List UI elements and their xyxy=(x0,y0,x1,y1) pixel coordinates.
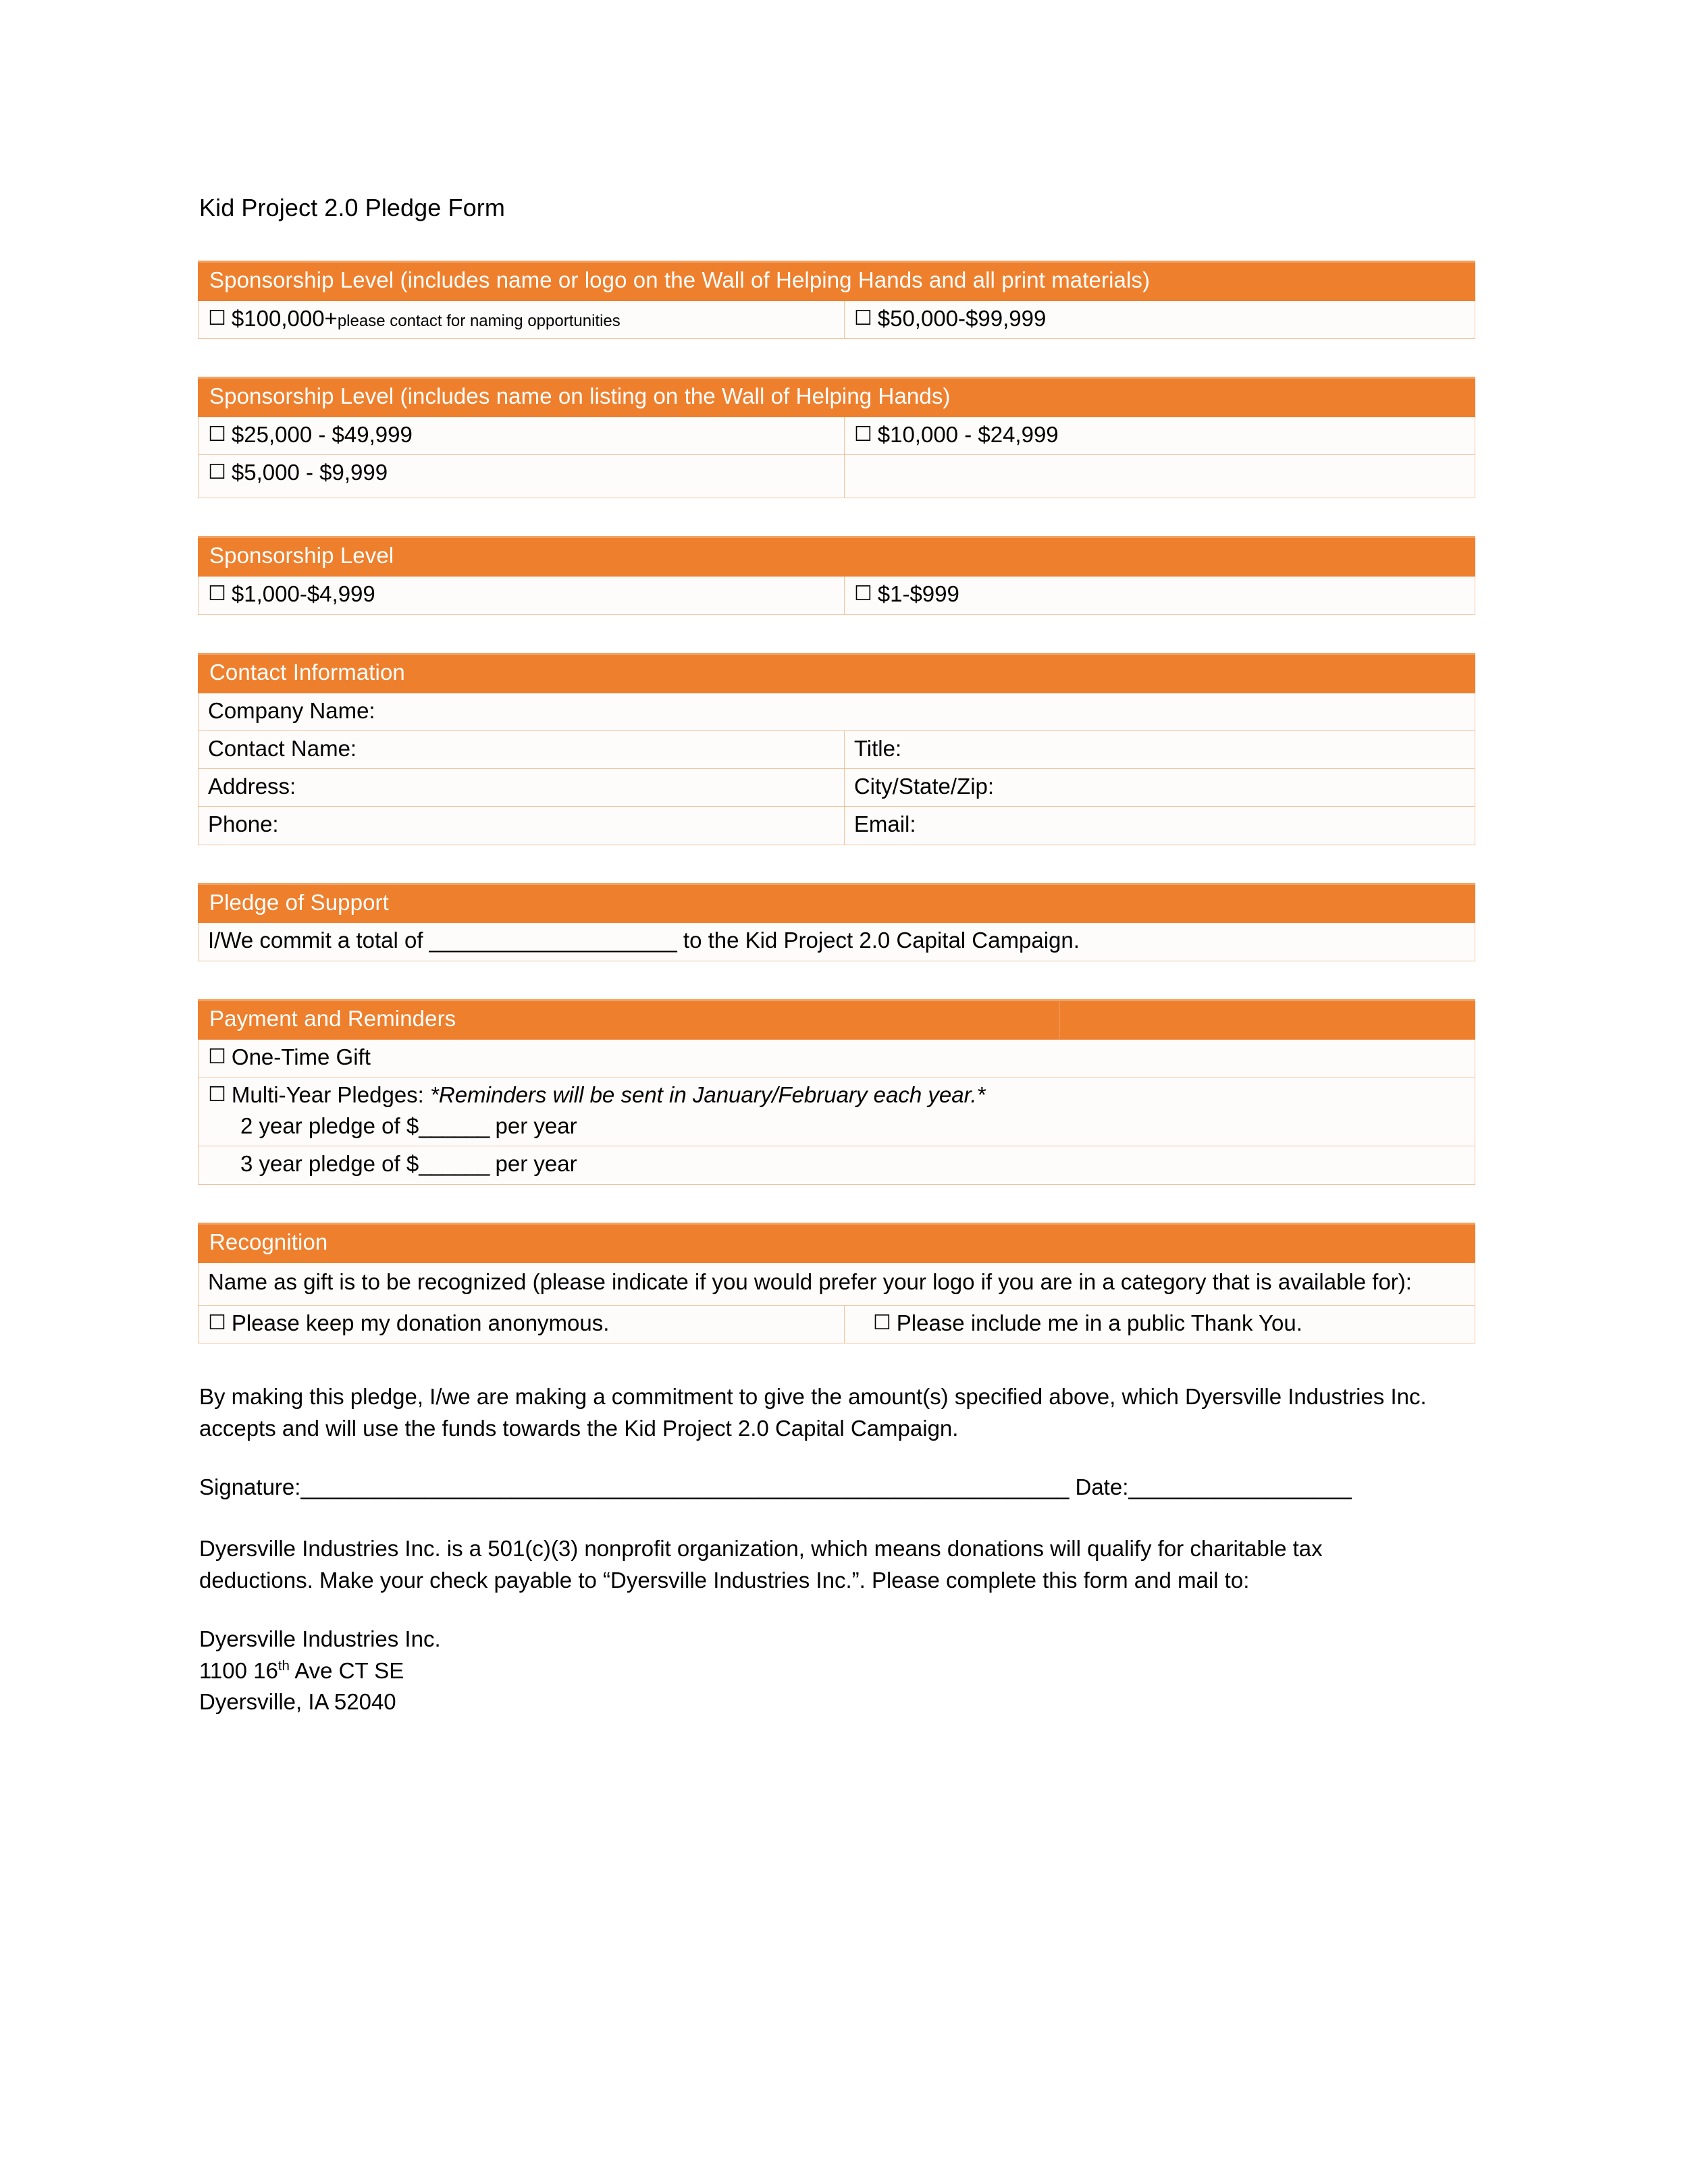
table-row xyxy=(199,417,1475,455)
option-cell-empty xyxy=(844,455,1475,498)
commitment-paragraph: By making this pledge, I/we are making a commitment to give the amount(s) specified above, which Dyersville Industries Inc. accepts and will use the funds towards the Kid Project 2.0 Capital Campaign. xyxy=(199,1384,1427,1441)
address-line-2 xyxy=(199,1655,1475,1687)
address-label: Address: xyxy=(208,774,296,799)
sponsorship-low-header: Sponsorship Level xyxy=(199,537,1475,577)
address-street-number: 1100 16 xyxy=(199,1657,278,1683)
three-year-amount-blank[interactable]: ______ xyxy=(419,1151,490,1177)
checkbox-icon[interactable]: ☐ xyxy=(208,1082,226,1107)
pledge-amount-blank[interactable]: ____________________ xyxy=(429,928,677,953)
table-row xyxy=(199,1306,1475,1343)
address-street-rest: Ave CT SE xyxy=(289,1657,404,1683)
signature-blank[interactable]: ______________________________________________________________ xyxy=(300,1474,1070,1500)
anonymous-option-label: Please keep my donation anonymous. xyxy=(231,1310,610,1336)
table-row xyxy=(199,300,1475,338)
city-state-zip-field[interactable] xyxy=(844,769,1475,807)
checkbox-icon[interactable]: ☐ xyxy=(853,423,872,447)
checkbox-icon[interactable]: ☐ xyxy=(208,1311,226,1335)
date-label: Date: xyxy=(1075,1474,1129,1500)
checkbox-icon[interactable]: ☐ xyxy=(853,582,872,606)
checkbox-icon[interactable]: ☐ xyxy=(208,423,226,447)
company-name-field[interactable] xyxy=(199,693,1475,730)
pledge-statement-after: to the Kid Project 2.0 Capital Campaign. xyxy=(677,928,1080,953)
section-header-row xyxy=(199,1000,1475,1039)
option-cell-25k[interactable] xyxy=(199,417,845,455)
checkbox-icon[interactable]: ☐ xyxy=(872,1311,891,1335)
anonymous-option-cell[interactable] xyxy=(199,1306,845,1343)
option-label: $25,000 - $49,999 xyxy=(231,422,413,448)
address-line-1: Dyersville Industries Inc. xyxy=(199,1626,441,1651)
signature-label: Signature: xyxy=(199,1474,301,1500)
section-header-row xyxy=(199,1223,1475,1262)
title-field[interactable] xyxy=(844,730,1475,768)
section-header-row xyxy=(199,262,1475,301)
payment-and-reminders-section xyxy=(198,999,1475,1185)
pledge-of-support-header: Pledge of Support xyxy=(199,884,1475,923)
two-year-before: 2 year pledge of $ xyxy=(240,1113,419,1139)
checkbox-icon[interactable]: ☐ xyxy=(208,306,226,330)
company-name-label: Company Name: xyxy=(208,697,375,723)
table-row xyxy=(199,1077,1475,1146)
three-year-pledge-line[interactable] xyxy=(208,1150,1465,1177)
three-year-before: 3 year pledge of $ xyxy=(240,1151,419,1177)
multi-year-pledges-row[interactable] xyxy=(199,1077,1475,1146)
table-row xyxy=(199,769,1475,807)
mailing-address-block xyxy=(198,1624,1475,1719)
section-header-row xyxy=(199,537,1475,577)
contact-name-field[interactable] xyxy=(199,730,845,768)
sponsorship-mid-header: Sponsorship Level (includes name on listing on the Wall of Helping Hands) xyxy=(199,378,1475,417)
option-cell-under-1k[interactable] xyxy=(844,577,1475,614)
multi-year-note: *Reminders will be sent in January/February each year.* xyxy=(430,1082,986,1107)
sponsorship-mid-section xyxy=(198,377,1475,498)
table-row xyxy=(199,577,1475,614)
recognition-section xyxy=(198,1223,1475,1344)
title-label: Title: xyxy=(853,735,902,761)
checkbox-icon[interactable]: ☐ xyxy=(208,1044,226,1069)
page-title: Kid Project 2.0 Pledge Form xyxy=(199,194,505,221)
option-cell-50k[interactable] xyxy=(844,300,1475,338)
option-cell-100k[interactable] xyxy=(199,300,845,338)
table-row xyxy=(199,455,1475,498)
phone-field[interactable] xyxy=(199,807,845,845)
two-year-after: per year xyxy=(489,1113,577,1139)
option-note: please contact for naming opportunities xyxy=(337,311,621,330)
three-year-after: per year xyxy=(489,1151,577,1177)
option-label: $1,000-$4,999 xyxy=(231,581,375,607)
multi-year-label: Multi-Year Pledges: xyxy=(231,1082,424,1107)
option-label: $1-$999 xyxy=(877,581,959,607)
recognition-instruction: Name as gift is to be recognized (please indicate if you would prefer your logo if you are in a category that is available for): xyxy=(208,1269,1412,1294)
option-cell-10k[interactable] xyxy=(844,417,1475,455)
table-row xyxy=(199,693,1475,730)
date-blank[interactable]: __________________ xyxy=(1128,1474,1352,1500)
option-cell-5k[interactable] xyxy=(199,455,845,498)
email-field[interactable] xyxy=(844,807,1475,845)
table-row xyxy=(199,923,1475,961)
section-header-row xyxy=(199,884,1475,923)
address-ordinal-suffix: th xyxy=(278,1657,290,1674)
pledge-statement-before: I/We commit a total of xyxy=(208,928,429,953)
checkbox-icon[interactable]: ☐ xyxy=(853,306,872,330)
payment-and-reminders-header: Payment and Reminders xyxy=(199,1000,1060,1039)
public-thank-you-label: Please include me in a public Thank You. xyxy=(896,1310,1302,1336)
option-cell-1k[interactable] xyxy=(199,577,845,614)
three-year-pledge-row[interactable] xyxy=(199,1146,1475,1184)
checkbox-icon[interactable]: ☐ xyxy=(208,582,226,606)
nonprofit-paragraph: Dyersville Industries Inc. is a 501(c)(3) nonprofit organization, which means donations will qualify for charitable tax deductions. Make your check payable to “Dyersville Industries Inc.”. Please complete this form and mail to: xyxy=(199,1535,1323,1593)
option-label: $5,000 - $9,999 xyxy=(231,460,388,485)
table-row xyxy=(199,1146,1475,1184)
public-thank-you-cell[interactable] xyxy=(844,1306,1475,1343)
two-year-pledge-line[interactable] xyxy=(208,1113,1465,1140)
recognition-header: Recognition xyxy=(199,1223,1475,1262)
address-field[interactable] xyxy=(199,769,845,807)
section-header-row xyxy=(199,378,1475,417)
table-row xyxy=(199,807,1475,845)
sponsorship-top-section xyxy=(198,261,1475,339)
sponsorship-low-section xyxy=(198,536,1475,614)
section-header-row xyxy=(199,654,1475,693)
checkbox-icon[interactable]: ☐ xyxy=(208,460,226,485)
pledge-total-row[interactable] xyxy=(199,923,1475,961)
option-label: $10,000 - $24,999 xyxy=(877,422,1059,448)
two-year-amount-blank[interactable]: ______ xyxy=(419,1113,490,1139)
contact-name-label: Contact Name: xyxy=(208,735,357,761)
option-label: $50,000-$99,999 xyxy=(877,305,1047,331)
city-state-zip-label: City/State/Zip: xyxy=(853,774,995,799)
sponsorship-top-header: Sponsorship Level (includes name or logo on the Wall of Helping Hands and all print materials) xyxy=(199,262,1475,301)
table-row xyxy=(199,1039,1475,1077)
email-label: Email: xyxy=(853,811,916,837)
contact-information-section xyxy=(198,653,1475,845)
one-time-gift-row[interactable] xyxy=(199,1039,1475,1077)
option-label: $100,000+ xyxy=(231,305,338,331)
phone-label: Phone: xyxy=(208,811,279,837)
table-row xyxy=(199,730,1475,768)
page-content xyxy=(198,196,1475,1718)
payment-header-spacer xyxy=(1060,1000,1475,1039)
one-time-gift-label: One-Time Gift xyxy=(231,1044,371,1069)
contact-information-header: Contact Information xyxy=(199,654,1475,693)
signature-line xyxy=(198,1472,1475,1503)
recognition-name-row[interactable] xyxy=(199,1262,1475,1306)
address-line-3: Dyersville, IA 52040 xyxy=(199,1689,396,1715)
table-row xyxy=(199,1262,1475,1306)
pledge-of-support-section xyxy=(198,883,1475,961)
